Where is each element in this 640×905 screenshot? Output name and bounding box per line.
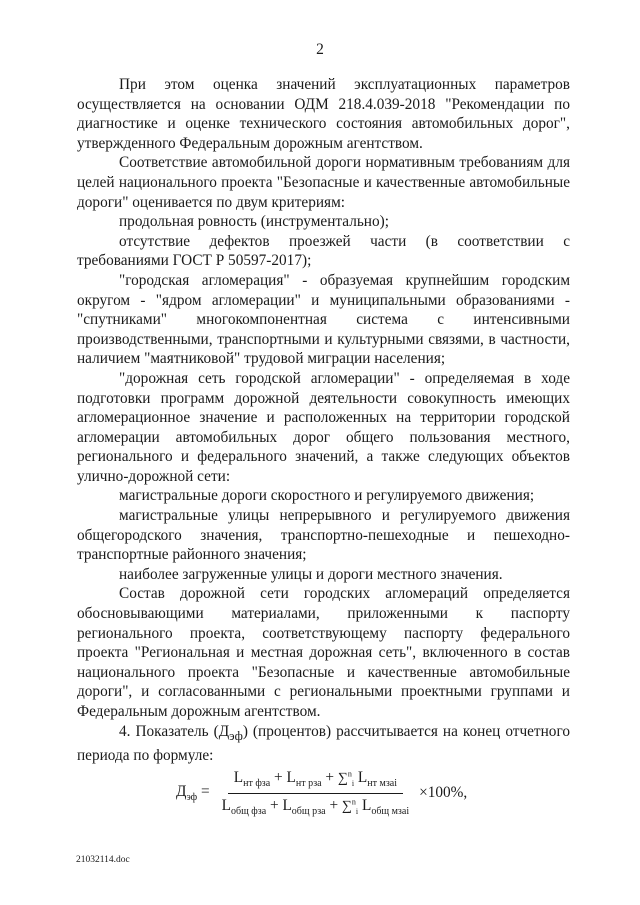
- sum-symbol: ∑$^n_i$: [341, 796, 359, 816]
- indicator-paragraph: [77, 722, 570, 766]
- document-body: [77, 75, 570, 766]
- sum-symbol: ∑$^n_i$: [337, 769, 355, 789]
- paragraph: При этом оценка значений эксплуатационных параметров осуществляется на основании ОДМ 218.4.039-2018 "Рекомендации по диагностике и оценке технического состояния автомобильных дорог", утвержденного Федеральным дорожным агентством.: [77, 76, 570, 152]
- file-footer: 21032114.doc: [76, 855, 130, 865]
- paragraph: наиболее загруженные улицы и дороги местного значения.: [119, 565, 503, 583]
- formula: [176, 765, 467, 821]
- indicator-text-before: 4. Показатель (Д: [119, 722, 230, 740]
- paragraph: Соответствие автомобильной дороги нормативным требованиям для целей национального проекта "Безопасные и качественные автомобильные дороги" оценивается по двум критериям:: [77, 154, 570, 211]
- formula-denominator: $L_{общ фза} + L_{общ рза} + \sum^n_i$ $L_{общ мзаi}$: [221, 796, 410, 817]
- formula-numerator: $L_{нт фза} + L_{нт рза} + \sum^n_i$ $L_{нт мзаi}$: [228, 769, 403, 793]
- paragraph: магистральные дороги скоростного и регулируемого движения;: [119, 487, 535, 505]
- formula-tail: ×100%,: [419, 784, 468, 801]
- paragraph: отсутствие дефектов проезжей части (в соответствии с требованиями ГОСТ Р 50597-2017);: [77, 232, 570, 270]
- formula-lhs: $Д_{эф}$ =: [176, 782, 210, 804]
- paragraph: магистральные улицы непрерывного и регулируемого движения общегородского значения, транспортно-пешеходные и пешеходно-транспортные районного значения;: [77, 507, 570, 564]
- page-number: 2: [316, 41, 324, 58]
- indicator-subscript: эф: [229, 728, 243, 743]
- paragraph: "дорожная сеть городской агломерации" - определяемая в ходе подготовки программ дорожной деятельности совокупность имеющих агломерационное значение и расположенных на территории городской агломерации автомобильных дорог общего пользования местного, регионального и федерального значений, а также следующих объектов улично-дорожной сети:: [77, 369, 570, 485]
- indicator-text-after: ) (процентов) рассчитывается на конец отчетного периода по формуле:: [77, 722, 570, 765]
- paragraph: продольная ровность (инструментально);: [119, 213, 389, 231]
- paragraph: Состав дорожной сети городских агломераций определяется обосновывающими материалами, приложенными к паспорту регионального проекта, соответствующему паспорту федерального проекта "Региональная и местная дорожная сеть", включенного в состав национального проекта "Безопасные и качественные автомобильные дороги", и согласованными с региональными проектными группами и Федеральным дорожным агентством.: [77, 585, 570, 720]
- paragraph: "городская агломерация" - образуемая крупнейшим городским округом - "ядром агломерации" и муниципальными образованиями - "спутниками" многокомпонентная система с интенсивными производственными, транспортными и культурными связями, в частности, наличием "маятниковой" трудовой миграции населения;: [77, 271, 570, 368]
- formula-fraction: [216, 769, 415, 816]
